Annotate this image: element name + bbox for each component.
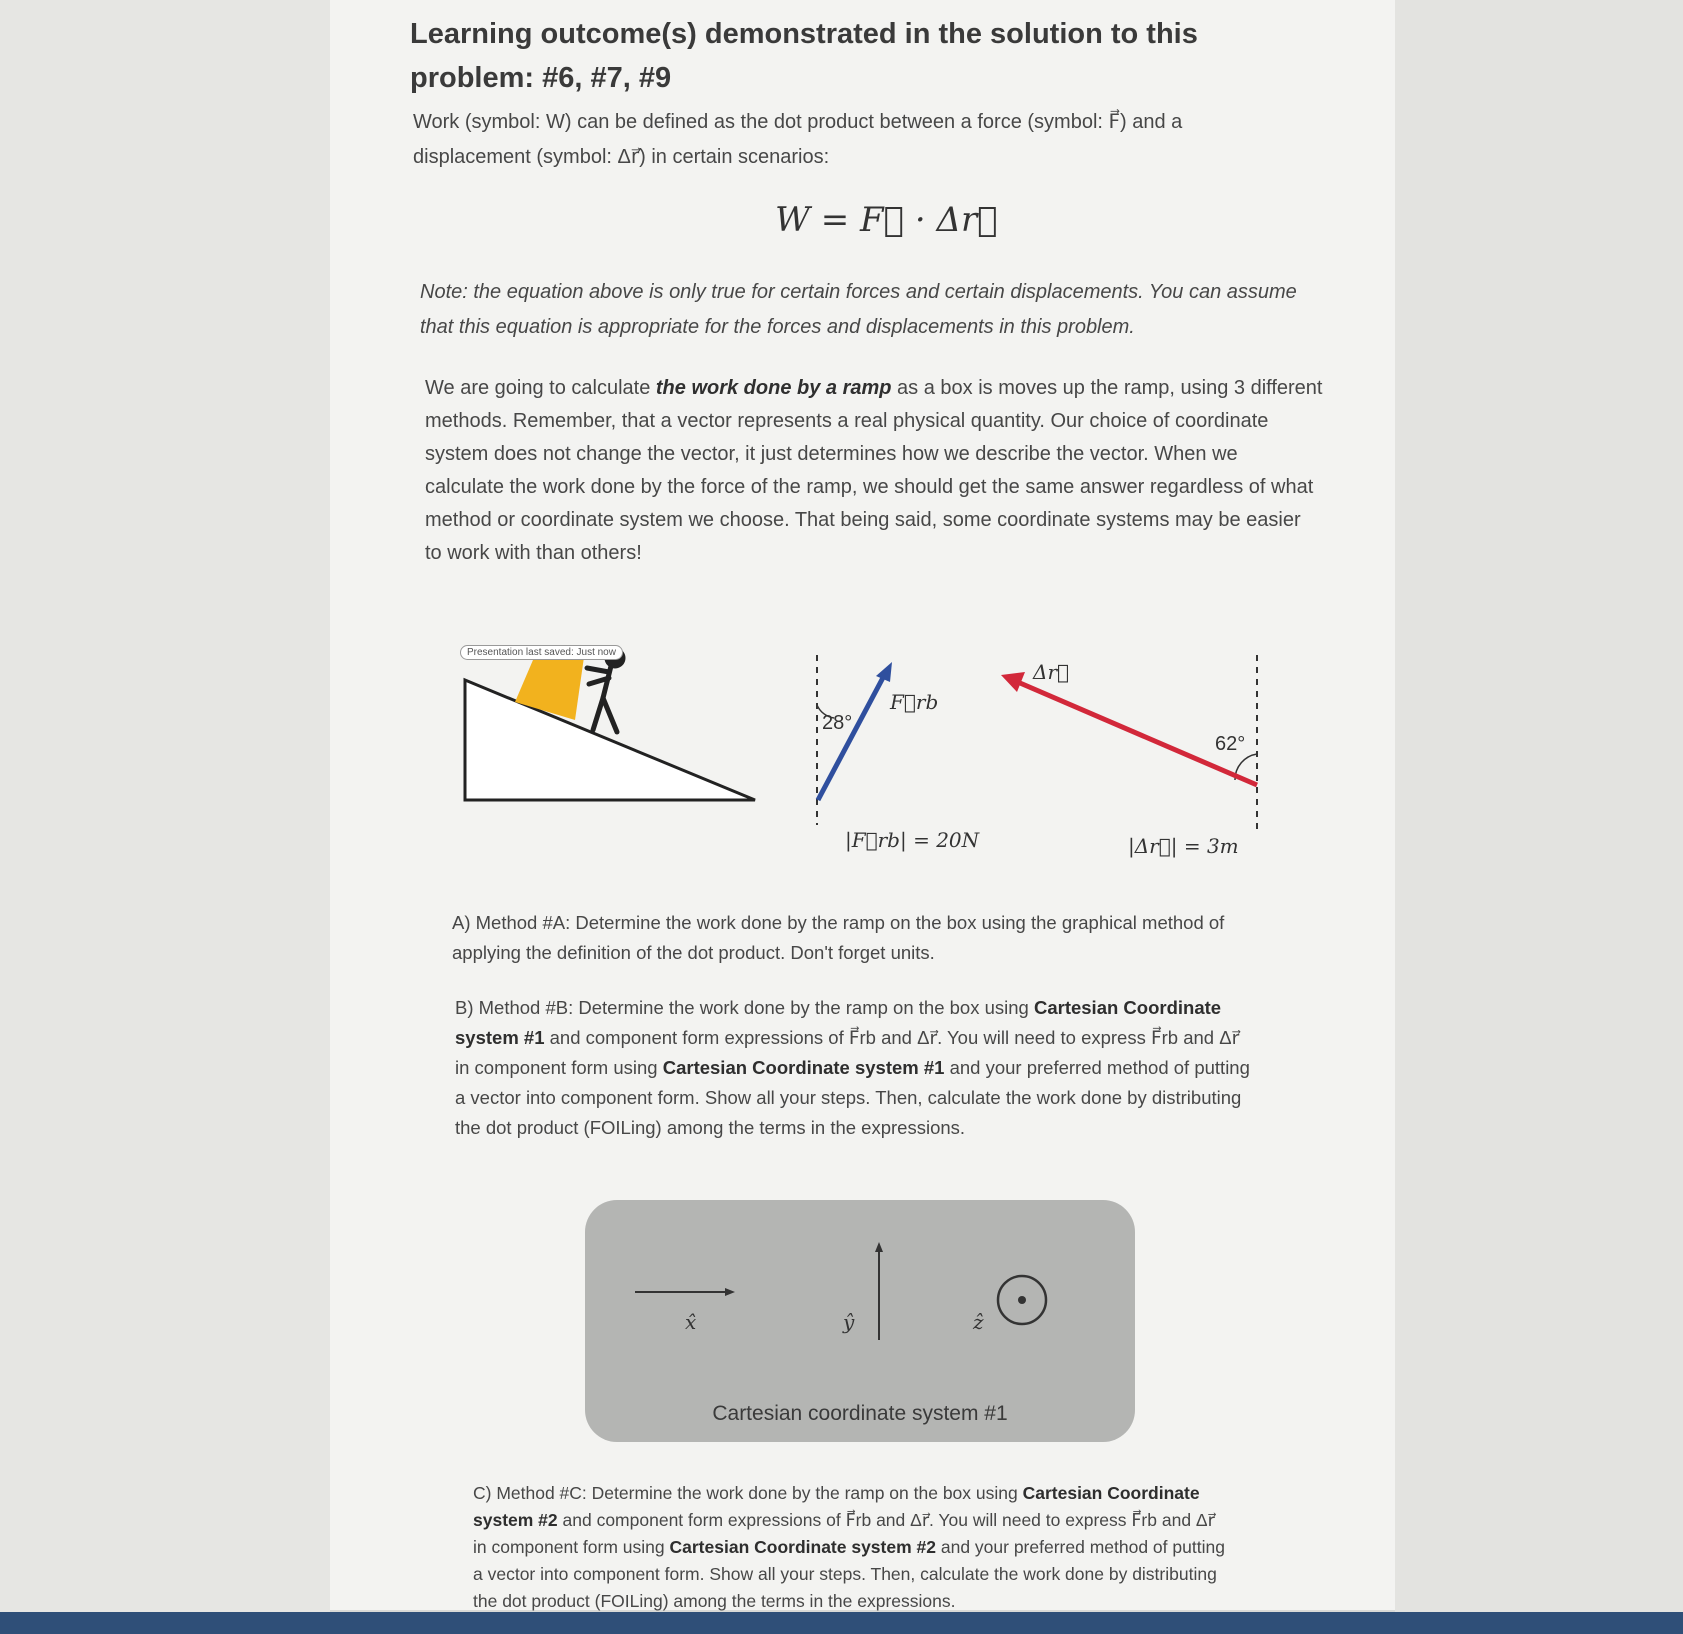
left-margin	[0, 0, 330, 1634]
ramp-illustration	[455, 640, 775, 810]
question-c-line-1	[473, 1480, 1373, 1507]
explain-line-5: method or coordinate system we choose. That being said, some coordinate systems may be easier	[425, 509, 1301, 531]
question-c-line-3	[473, 1534, 1373, 1561]
explain-emphasis: the work done by a ramp	[655, 377, 892, 399]
explain-line-1-tail: as a box is moves up the ramp, using 3 different	[891, 377, 1323, 399]
force-vector-label: F⃗rb	[890, 690, 939, 714]
question-c-line-5: the dot product (FOILing) among the terms in the expressions.	[473, 1591, 956, 1611]
explain-line-2: methods. Remember, that a vector represents a real physical quantity. Our choice of coordinate	[425, 410, 1269, 432]
question-c-emphasis-3: Cartesian Coordinate system #2	[669, 1537, 936, 1557]
work-equation: W = F⃗ · Δr⃗	[775, 200, 998, 240]
force-arrowhead	[876, 662, 892, 682]
explain-line-1	[425, 372, 1405, 405]
question-b-emphasis-1: Cartesian Coordinate	[1033, 997, 1222, 1018]
intro-line-1: Work (symbol: W) can be defined as the dot product between a force (symbol: F⃗) and a	[413, 111, 1183, 133]
question-c-line-2-text: and component form expressions of F⃗rb and Δr⃗. You will need to express F⃗rb and Δr⃗	[557, 1510, 1215, 1530]
explanation-paragraph	[425, 372, 1405, 570]
explain-line-6: to work with than others!	[425, 542, 642, 564]
note-paragraph	[420, 275, 1380, 345]
displacement-vector-label: Δr⃗	[1033, 660, 1070, 684]
question-c-line-1-text: C) Method #C: Determine the work done by the ramp on the box using	[473, 1483, 1023, 1503]
y-axis-arrowhead	[875, 1242, 883, 1252]
z-axis-dot	[1018, 1296, 1026, 1304]
z-unit-label: ẑ	[973, 1310, 984, 1334]
page-title: Learning outcome(s) demonstrated in the solution to this problem: #6, #7, #9	[410, 18, 1198, 94]
question-b-line-2-text: and component form expressions of F⃗rb and Δr⃗. You will need to express F⃗rb and Δr⃗	[544, 1027, 1240, 1048]
question-b-line-3-text: in component form using	[455, 1057, 663, 1078]
question-b-line-5: the dot product (FOILing) among the terms in the expressions.	[455, 1117, 966, 1138]
question-b	[455, 993, 1375, 1143]
question-c-line-3-tail: and your preferred method of putting	[936, 1537, 1225, 1557]
question-a-line-2: applying the definition of the dot product. Don't forget units.	[452, 942, 935, 963]
question-b-line-1-text: B) Method #B: Determine the work done by the ramp on the box using	[455, 997, 1034, 1018]
y-unit-label: ŷ	[843, 1310, 855, 1334]
question-b-emphasis-2: system #1	[455, 1027, 545, 1048]
question-b-line-1	[455, 993, 1375, 1023]
person-pushing	[587, 650, 623, 732]
explain-line-4: calculate the work done by the force of the ramp, we should get the same answer regardless of what	[425, 476, 1314, 498]
note-line-2: that this equation is appropriate for the forces and displacements in this problem.	[420, 316, 1135, 338]
displacement-angle-label: 62°	[1215, 733, 1246, 755]
coordinate-system-1-panel	[585, 1200, 1135, 1442]
note-line-1: Note: the equation above is only true for certain forces and certain displacements. You can assume	[420, 281, 1297, 303]
explain-line-3: system does not change the vector, it just determines how we describe the vector. When we	[425, 443, 1238, 465]
question-b-line-2	[455, 1023, 1375, 1053]
saved-status-badge: Presentation last saved: Just now	[460, 645, 623, 660]
x-axis-arrowhead	[725, 1288, 735, 1296]
coordinate-axes	[585, 1200, 1135, 1400]
question-c-line-3-text: in component form using	[473, 1537, 670, 1557]
x-unit-label: x̂	[685, 1310, 697, 1334]
question-b-line-3	[455, 1053, 1375, 1083]
right-margin	[1395, 0, 1683, 1634]
question-b-line-4: a vector into component form. Show all your steps. Then, calculate the work done by distributing	[455, 1087, 1242, 1108]
coordinate-system-caption: Cartesian coordinate system #1	[712, 1402, 1008, 1425]
question-a-line-1: A) Method #A: Determine the work done by the ramp on the box using the graphical method of	[452, 912, 1225, 933]
question-a	[452, 908, 1352, 968]
question-c-line-4: a vector into component form. Show all your steps. Then, calculate the work done by distributing	[473, 1564, 1217, 1584]
force-vector-line	[818, 672, 886, 800]
question-b-emphasis-3: Cartesian Coordinate system #1	[662, 1057, 945, 1078]
force-angle-label: 28°	[822, 712, 853, 734]
explain-line-1-text: We are going to calculate	[425, 377, 656, 399]
question-c-emphasis-2: system #2	[473, 1510, 558, 1530]
taskbar	[0, 1612, 1683, 1634]
question-c-emphasis-1: Cartesian Coordinate	[1022, 1483, 1200, 1503]
intro-line-2: displacement (symbol: Δr⃗) in certain scenarios:	[413, 146, 830, 168]
intro-paragraph	[413, 105, 1373, 175]
force-vector-diagram	[800, 650, 920, 830]
question-b-line-3-tail: and your preferred method of putting	[944, 1057, 1250, 1078]
question-c	[473, 1480, 1373, 1615]
displacement-magnitude-label: |Δr⃗| = 3m	[1128, 834, 1239, 858]
force-magnitude-label: |F⃗rb| = 20N	[845, 828, 980, 852]
question-c-line-2	[473, 1507, 1373, 1534]
ramp-triangle	[465, 680, 755, 800]
